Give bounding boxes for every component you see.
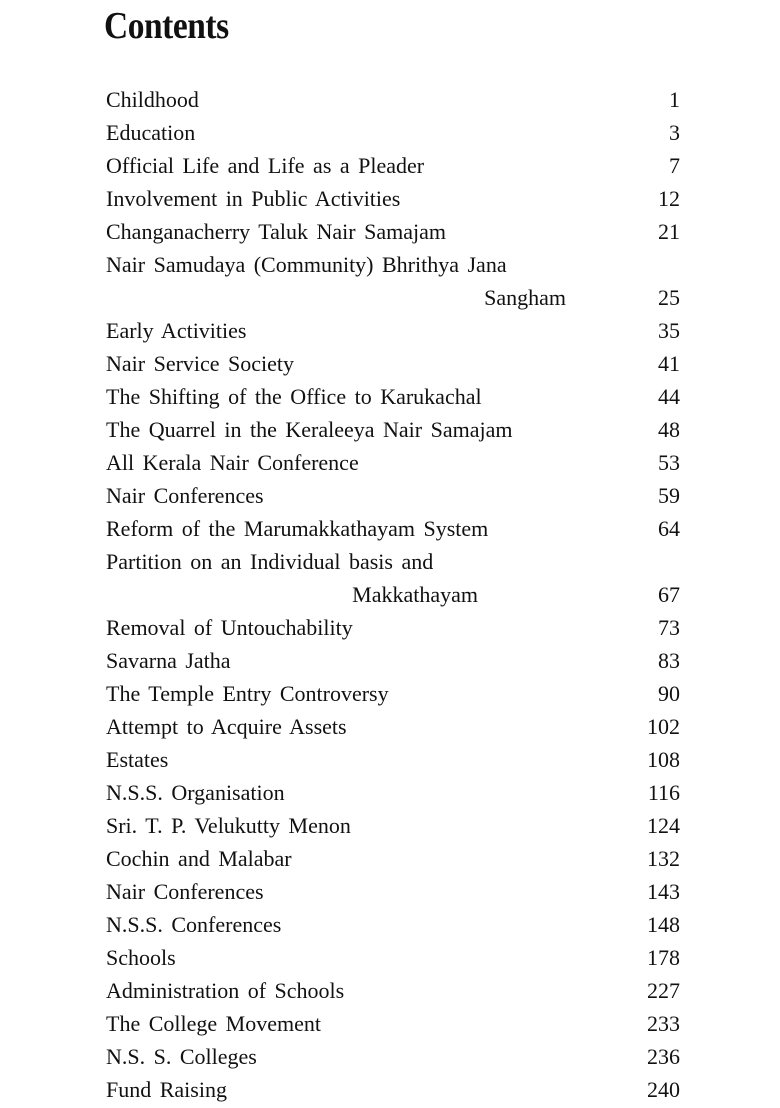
toc-entry-page-number: 148 (647, 912, 680, 937)
toc-entry-title-continued: Sangham (484, 285, 566, 310)
toc-entry (0, 644, 780, 677)
toc-entry-title-continued: Makkathayam (352, 582, 478, 607)
toc-entry (0, 446, 780, 479)
toc-entry (0, 677, 780, 710)
toc-entry-page-number: 240 (647, 1077, 680, 1102)
toc-entry (0, 1073, 780, 1106)
toc-entry (0, 1040, 780, 1073)
toc-entry-page-number: 132 (647, 846, 680, 871)
toc-entry-page-number: 3 (669, 120, 680, 145)
toc-list (0, 83, 780, 1106)
toc-entry-page-number: 227 (647, 978, 680, 1003)
toc-entry (0, 83, 780, 116)
toc-entry-title: The Temple Entry Controversy (106, 681, 389, 706)
toc-entry-title: Changanacherry Taluk Nair Samajam (106, 219, 446, 244)
toc-entry (0, 149, 780, 182)
toc-entry (0, 710, 780, 743)
toc-entry-page-number: 178 (647, 945, 680, 970)
toc-entry (0, 842, 780, 875)
toc-entry-page-number: 12 (658, 186, 680, 211)
toc-entry-page-number: 48 (658, 417, 680, 442)
toc-entry-title: Education (106, 120, 196, 145)
toc-entry-title: Removal of Untouchability (106, 615, 353, 640)
toc-entry-title: Nair Service Society (106, 351, 295, 376)
toc-entry-title: Schools (106, 945, 176, 970)
toc-entry (0, 314, 780, 347)
toc-entry-page-number: 21 (658, 219, 680, 244)
toc-entry-title: The Quarrel in the Keraleeya Nair Samajam (106, 417, 513, 442)
toc-entry (0, 413, 780, 446)
toc-entry (0, 512, 780, 545)
toc-entry-title: Attempt to Acquire Assets (106, 714, 347, 739)
toc-entry-title: Involvement in Public Activities (106, 186, 401, 211)
toc-entry-title: The College Movement (106, 1011, 321, 1036)
toc-entry-title: Childhood (106, 87, 199, 112)
toc-entry (0, 908, 780, 941)
toc-entry (0, 116, 780, 149)
toc-entry (0, 776, 780, 809)
toc-entry-page-number: 25 (658, 285, 680, 310)
toc-entry (0, 215, 780, 248)
toc-entry-title: Administration of Schools (106, 978, 345, 1003)
toc-entry-page-number: 83 (658, 648, 680, 673)
toc-entry-title: Cochin and Malabar (106, 846, 292, 871)
toc-entry-page-number: 233 (647, 1011, 680, 1036)
toc-entry-title: Estates (106, 747, 169, 772)
toc-entry-title: Savarna Jatha (106, 648, 231, 673)
toc-entry-page-number: 108 (647, 747, 680, 772)
toc-entry-title: N.S. S. Colleges (106, 1044, 257, 1069)
toc-entry (0, 809, 780, 842)
toc-entry-page-number: 116 (647, 780, 680, 805)
toc-entry (0, 1007, 780, 1040)
toc-entry-title: Early Activities (106, 318, 247, 343)
toc-entry-page-number: 7 (669, 153, 680, 178)
toc-entry (0, 545, 780, 611)
toc-entry-page-number: 73 (658, 615, 680, 640)
toc-entry-title: The Shifting of the Office to Karukachal (106, 384, 482, 409)
toc-entry-page-number: 102 (647, 714, 680, 739)
toc-entry-title: Reform of the Marumakkathayam System (106, 516, 489, 541)
toc-entry-page-number: 67 (658, 582, 680, 607)
toc-entry (0, 479, 780, 512)
toc-entry-title: Official Life and Life as a Pleader (106, 153, 425, 178)
toc-entry (0, 347, 780, 380)
toc-entry-title: Nair Conferences (106, 483, 264, 508)
toc-entry (0, 743, 780, 776)
toc-entry-title: N.S.S. Organisation (106, 780, 285, 805)
toc-entry-page-number: 90 (658, 681, 680, 706)
toc-entry-page-number: 35 (658, 318, 680, 343)
toc-entry-title: Partition on an Individual basis and (106, 549, 434, 574)
toc-entry-page-number: 64 (658, 516, 680, 541)
toc-entry-page-number: 44 (658, 384, 680, 409)
toc-entry-page-number: 53 (658, 450, 680, 475)
toc-entry-title: Fund Raising (106, 1077, 227, 1102)
toc-entry-page-number: 41 (658, 351, 680, 376)
toc-entry-title: Nair Samudaya (Community) Bhrithya Jana (106, 252, 507, 277)
toc-entry-title: All Kerala Nair Conference (106, 450, 359, 475)
toc-entry-page-number: 143 (647, 879, 680, 904)
page-title: Contents (104, 5, 229, 47)
toc-entry-title: Nair Conferences (106, 879, 264, 904)
toc-entry (0, 875, 780, 908)
toc-entry (0, 941, 780, 974)
toc-entry (0, 611, 780, 644)
toc-entry-page-number: 124 (647, 813, 680, 838)
toc-entry-page-number: 1 (669, 87, 680, 112)
toc-entry (0, 974, 780, 1007)
toc-entry-title: N.S.S. Conferences (106, 912, 282, 937)
toc-entry-page-number: 236 (647, 1044, 680, 1069)
toc-entry (0, 248, 780, 314)
toc-entry-page-number: 59 (658, 483, 680, 508)
toc-entry (0, 182, 780, 215)
toc-entry-title: Sri. T. P. Velukutty Menon (106, 813, 351, 838)
toc-entry (0, 380, 780, 413)
